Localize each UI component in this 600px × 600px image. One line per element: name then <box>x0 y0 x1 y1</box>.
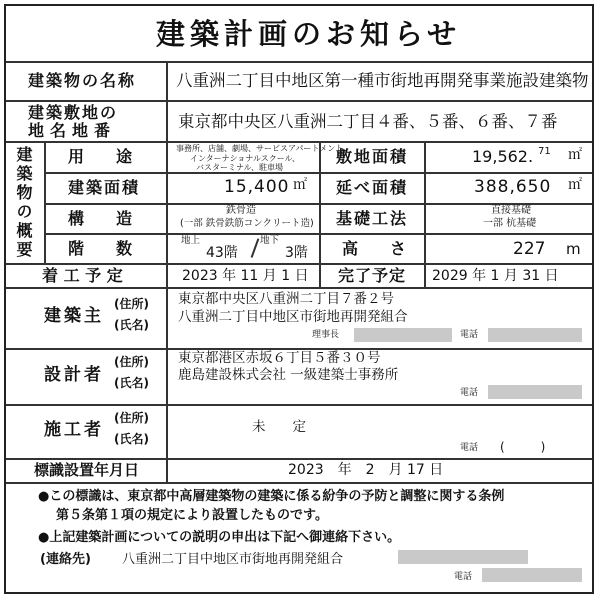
label-overview: 建築物の概要 <box>14 146 33 260</box>
label-floor-area: 延べ面積 <box>336 178 409 197</box>
contractor-phone-label: 電話 <box>460 443 479 453</box>
label-sign-date: 標識設置年月日 <box>34 461 140 479</box>
value-site-area-decimal: 71 <box>538 146 551 157</box>
value-building-area: 15,400 <box>224 177 290 197</box>
label-contractor: 施工者 <box>44 420 104 440</box>
label-owner-addr: (住所) <box>114 297 149 311</box>
label-floors: 階 数 <box>68 239 141 258</box>
floors-above-label: 地上 <box>181 235 201 246</box>
value-height: 227 <box>513 239 546 259</box>
label-structure: 構 造 <box>68 209 141 228</box>
value-owner-addr: 東京都中央区八重洲二丁目７番２号 <box>178 291 394 307</box>
value-foundation-line1: 直接基礎 <box>491 205 531 216</box>
note-bullet-1-line1: ●この標識は、東京都中高層建築物の建築に係る紛争の予防と調整に関する条例 <box>38 489 505 504</box>
label-height: 高 さ <box>342 239 415 258</box>
label-designer-name: (氏名) <box>114 376 149 390</box>
notice-board <box>4 4 594 594</box>
label-site-line2: 地名地番 <box>28 121 117 140</box>
note-bullet-2: ●上記建築計画についての説明の申出は下記へ御連絡下さい。 <box>38 530 401 545</box>
label-designer: 設計者 <box>44 365 104 385</box>
value-sign-date: 2023 年 2 月 17 日 <box>288 462 444 478</box>
value-start-date: 2023 年 11 月 1 日 <box>182 268 309 284</box>
label-owner: 建築主 <box>44 306 104 326</box>
value-floor-area: 388,650 <box>474 177 552 197</box>
owner-director-label: 理事長 <box>312 330 340 340</box>
value-site-area: 19,562. <box>472 147 534 166</box>
contact-name: 八重洲二丁目中地区市街地再開発組合 <box>122 552 344 567</box>
value-building-name: 八重洲二丁目中地区第一種市街地再開発事業施設建築物 <box>176 71 589 90</box>
label-complete: 完了予定 <box>338 266 407 285</box>
value-structure-line2: (一部 鉄骨鉄筋コンクリート造) <box>180 218 314 229</box>
value-floors-below: 3階 <box>285 245 308 261</box>
label-contractor-name: (氏名) <box>114 432 149 446</box>
value-foundation-line2: 一部 杭基礎 <box>483 218 537 229</box>
unit-building-area: ㎡ <box>293 177 307 193</box>
value-structure-line1: 鉄骨造 <box>226 205 256 216</box>
label-owner-name: (氏名) <box>114 318 149 332</box>
redacted-owner-director <box>354 328 452 342</box>
label-site-area: 敷地面積 <box>336 147 409 166</box>
value-designer-name: 鹿島建設株式会社 一級建築士事務所 <box>178 367 399 383</box>
label-building-area: 建築面積 <box>68 178 141 197</box>
label-site-line1: 建築敷地の <box>28 103 119 122</box>
floors-slash <box>251 238 259 257</box>
label-foundation: 基礎工法 <box>336 209 409 228</box>
value-use-line2: インターナショナルスクール、 <box>190 154 300 163</box>
floors-below-label: 地下 <box>260 235 280 246</box>
redacted-contact-person <box>398 550 528 564</box>
designer-phone-label: 電話 <box>460 388 479 398</box>
value-contractor-tbd: 未 定 <box>252 419 306 435</box>
value-owner-name: 八重洲二丁目中地区市街地再開発組合 <box>178 309 408 325</box>
unit-site-area: ㎡ <box>568 147 582 163</box>
contractor-phone-value: ( ) <box>500 440 546 454</box>
notice-title: 建築計画のお知らせ <box>156 17 462 51</box>
unit-floor-area: ㎡ <box>568 177 582 193</box>
unit-height: m <box>566 240 581 258</box>
value-floors-above: 43階 <box>206 245 238 261</box>
label-contractor-addr: (住所) <box>114 411 149 425</box>
label-designer-addr: (住所) <box>114 355 149 369</box>
redacted-designer-phone <box>488 385 582 399</box>
value-use-line1: 事務所、店舗、劇場、サービスアパートメント、 <box>176 144 351 153</box>
value-complete-date: 2029 年 1 月 31 日 <box>432 268 559 284</box>
label-start: 着 工 予 定 <box>42 266 123 285</box>
label-use: 用 途 <box>68 147 141 166</box>
owner-phone-label: 電話 <box>460 330 479 340</box>
value-designer-addr: 東京都港区赤坂６丁目５番３０号 <box>178 350 381 366</box>
value-use-line3: バスターミナル、駐車場 <box>196 163 283 172</box>
label-building-name: 建築物の名称 <box>28 71 137 90</box>
contact-phone-label: 電話 <box>454 572 473 582</box>
redacted-owner-phone <box>488 328 582 342</box>
value-site: 東京都中央区八重洲二丁目４番、５番、６番、７番 <box>178 112 558 131</box>
note-bullet-1-line2: 第５条第１項の規定により設置したものです。 <box>56 508 328 523</box>
contact-label: (連絡先) <box>40 552 91 567</box>
redacted-contact-phone <box>482 568 582 582</box>
